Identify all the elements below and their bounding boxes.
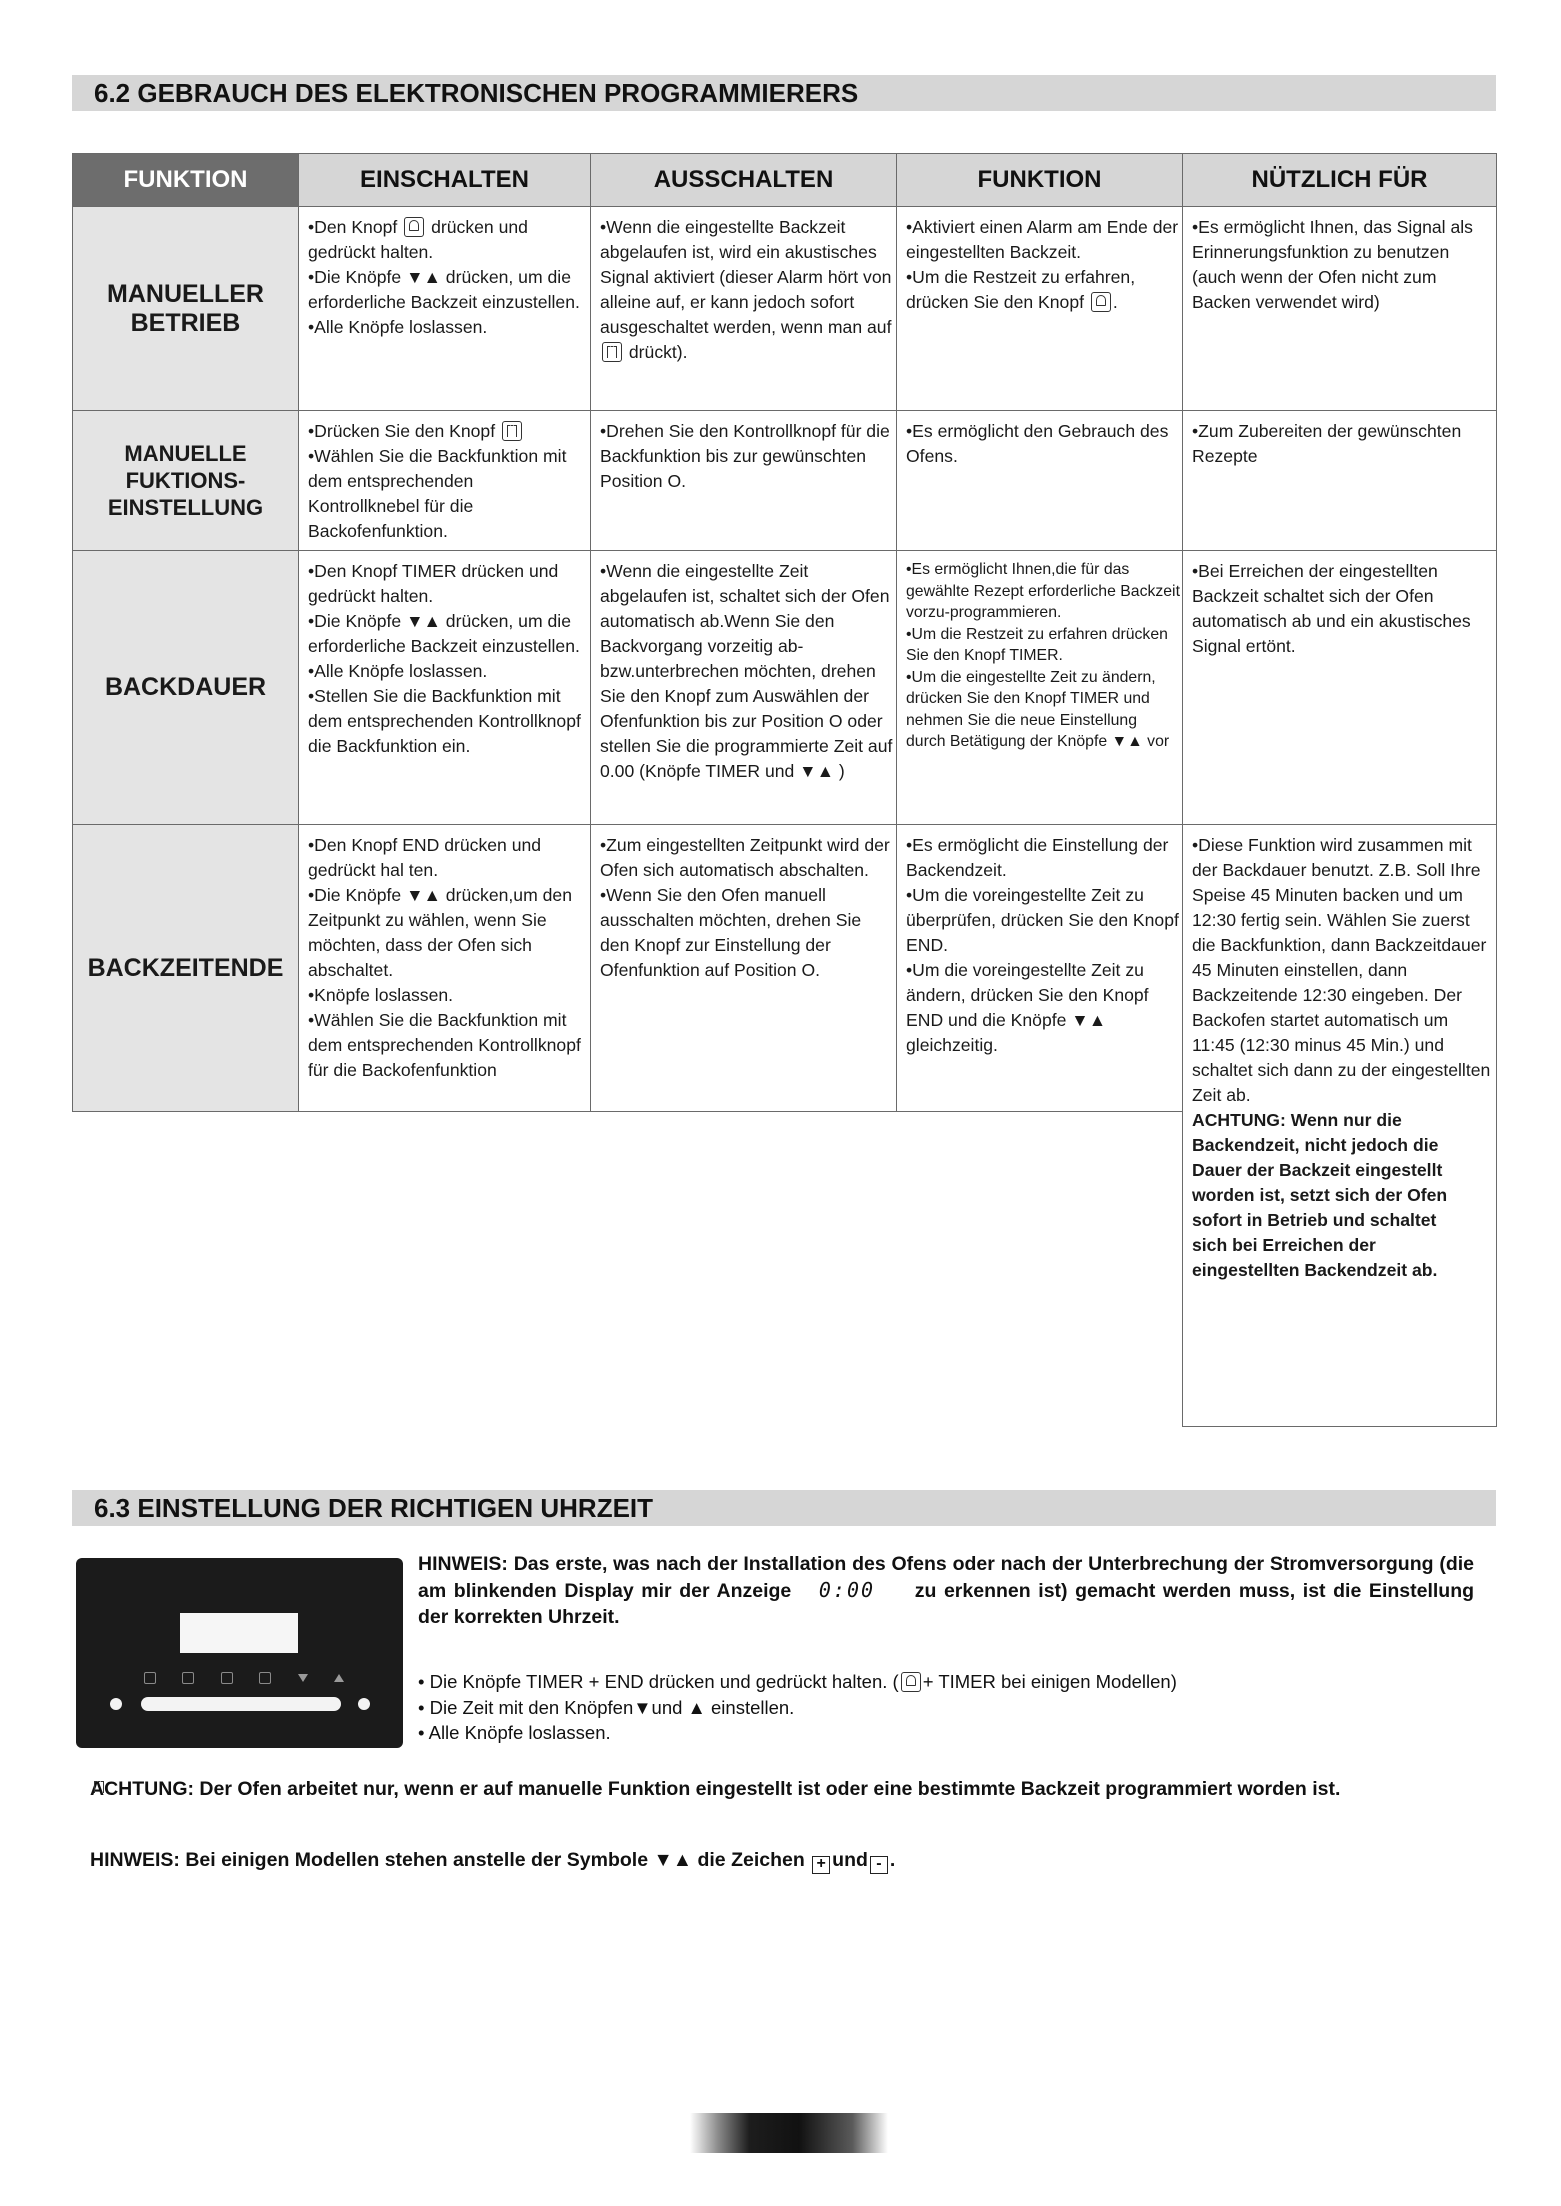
bullet-line: •Wenn die eingestellte Zeit abgelaufen ist, schaltet sich der Ofen automatisch ab.Wenn Sie den Backvorgang vorzeitig ab-bzw.unterbrechen möchten, drehen Sie den Knopf zum Auswählen der Ofenfunktion bis zur Position O oder stellen Sie die programmierte Zeit auf 0.00 (Knöpfe TIMER und ▼▲ ) [600,561,893,781]
bullet-line: •Es ermöglicht die Einstellung der Backendzeit. [906,835,1169,880]
bullet-line: •Bei Erreichen der eingestellten Backzeit schaltet sich der Ofen automatisch ab und ein akustisches Signal ertönt. [1192,561,1471,656]
plus-symbol-icon: + [812,1856,830,1874]
table-row [73,825,1497,1112]
bullet-line: •Drücken Sie den Knopf [308,419,588,444]
bullet-line: •Die Knöpfe ▼▲ drücken,um den Zeitpunkt zu wählen, wenn Sie möchten, dass der Ofen sich abschaltet. [308,885,572,980]
bullet-line: •Diese Funktion wird zusammen mit der Backdauer benutzt. Z.B. Soll Ihre Speise 45 Minuten backen und um 12:30 fertig sein. Wählen Sie zuerst die Backfunktion, dann Backzeitdauer 45 Minuten einstellen, dann Backzeitende 12:30 eingeben. Der Backofen startet automatisch um 11:45 (12:30 minus 45 Min.) und schaltet sich dann zu der eingestellten Zeit ab. [1192,835,1491,1105]
minus-symbol-icon: - [870,1856,888,1874]
header-einschalten: EINSCHALTEN [299,154,591,207]
bullet-line: •Alle Knöpfe loslassen. [308,317,488,337]
table-row [73,551,1497,825]
cell-einschalten [299,551,591,825]
hinweis-text-before: HINWEIS: Das erste, was nach der Installation des Ofens oder nach der Unterbrechung der Stromversorgung (die am blinkenden Display mir der Anzeige [418,1553,1474,1602]
bullet-line: •Wählen Sie die Backfunktion mit dem entsprechenden Kontrollknopf für die Backofenfunktion [308,1010,581,1080]
row-label: BACKZEITENDE [73,825,299,1112]
cell-nuetzlich [1183,411,1497,551]
up-arrow-icon [334,1674,344,1682]
bullet-line: •Aktiviert einen Alarm am Ende der eingestellten Backzeit. [906,217,1179,262]
section-6-2-title: 6.2 GEBRAUCH DES ELEKTRONISCHEN PROGRAMMIERERS [72,75,1496,111]
panel-dot-right [358,1698,370,1710]
end-button-icon [221,1672,233,1684]
panel-dot-left [110,1698,122,1710]
hinweis-symbols-note: HINWEIS: Bei einigen Modellen stehen anstelle der Symbole ▼▲ die Zeichen + und - . [90,1849,896,1872]
cell-funktion [897,411,1183,551]
cell-einschalten [299,825,591,1112]
bullet-line: •Um die Restzeit zu erfahren drücken Sie den Knopf TIMER. [906,625,1168,664]
bullet-line: •Wählen Sie die Backfunktion mit dem entsprechenden Kontrollknebel für die Backofenfunktion. [308,446,567,541]
cell-ausschalten [591,825,897,1112]
bell-button-icon [144,1672,156,1684]
timer-button-icon [182,1672,194,1684]
cell-nuetzlich [1183,825,1497,1427]
bullet-line: •Stellen Sie die Backfunktion mit dem entsprechenden Kontrollknopf die Backfunktion ein. [308,686,581,756]
bullet-line: •Den Knopf TIMER drücken und gedrückt halten. [308,561,559,606]
bullet-line: •Es ermöglicht den Gebrauch des Ofens. [906,421,1169,466]
cell-ausschalten [591,207,897,411]
page-number-bar [690,2113,888,2153]
bullet-line: •Alle Knöpfe loslassen. [308,661,488,681]
bell-icon [901,1672,921,1692]
clock-steps-list [418,1669,1418,1746]
oven-display [180,1613,298,1653]
achtung-note: ACHTUNG: Der Ofen arbeitet nur, wenn er auf manuelle Funktion eingestellt ist oder eine bestimmte Backzeit programmiert worden ist. [90,1778,1341,1800]
bullet-line: •Drehen Sie den Kontrollknopf für die Backfunktion bis zur gewünschten Position O. [600,421,890,491]
blinking-display-code: 0:00 [818,1578,876,1602]
bullet-line: •Die Knöpfe ▼▲ drücken, um die erforderliche Backzeit einzustellen. [308,267,580,312]
hinweis-clock [418,1551,1474,1630]
panel-button-row [144,1668,344,1688]
row-label: MANUELLER BETRIEB [73,207,299,411]
programmer-table [72,153,1497,1427]
section-6-3-title: 6.3 EINSTELLUNG DER RICHTIGEN UHRZEIT [72,1490,1496,1526]
bullet-line: • Die Zeit mit den Knöpfen▼und ▲ einstellen. [418,1695,1418,1721]
header-nuetzlich: NÜTZLICH FÜR [1183,154,1497,207]
bullet-line: •Um die voreingestellte Zeit zu überprüfen, drücken Sie den Knopf END. [906,885,1179,955]
manual-button-icon [259,1672,271,1684]
cell-funktion [897,825,1183,1112]
header-funktion-desc: FUNKTION [897,154,1183,207]
header-funktion: FUNKTION [73,154,299,207]
bullet-line: • Alle Knöpfe loslassen. [418,1720,1418,1746]
manual-mode-icon [602,342,622,362]
manual-mode-icon [502,421,522,441]
bullet-line: •Wenn Sie den Ofen manuell ausschalten möchten, drehen Sie den Knopf zur Einstellung der Ofenfunktion auf Position O. [600,885,862,980]
hinweis-text-after: zu erkennen ist) gemacht werden muss, ist die Einstellung der korrekten Uhrzeit. [418,1580,1475,1628]
nuetzlich-example [1192,833,1494,1108]
bullet-line: •Es ermöglicht Ihnen, das Signal als Erinnerungsfunktion zu benutzen (auch wenn der Ofen nicht zum Backen verwendet wird) [1192,217,1473,312]
achtung-warning: ACHTUNG: Wenn nur die Backendzeit, nicht jedoch die Dauer der Backzeit eingestellt worden ist, setzt sich der Ofen sofort in Betrieb und schaltet sich bei Erreichen der eingestellten Backendzeit ab. [1192,1110,1448,1280]
table-row [73,411,1497,551]
header-ausschalten: AUSSCHALTEN [591,154,897,207]
bullet-line: •Um die Restzeit zu erfahren, drücken Sie den Knopf . [906,267,1136,312]
table-row [73,207,1497,411]
row-label: MANUELLE FUKTIONS-EINSTELLUNG [73,411,299,551]
panel-slider-bar [141,1697,341,1711]
cell-funktion [897,207,1183,411]
bullet-line: •Wenn die eingestellte Backzeit abgelaufen ist, wird ein akustisches Signal aktiviert (dieser Alarm hört von alleine auf, er kann jedoch sofort ausgeschaltet werden, wenn man auf drückt). [600,217,892,362]
bullet-line: •Den Knopf drücken und gedrückt halten. [308,217,528,262]
oven-control-panel-illustration [76,1558,403,1748]
cell-ausschalten [591,551,897,825]
bullet-line: •Die Knöpfe ▼▲ drücken, um die erforderliche Backzeit einzustellen. [308,611,580,656]
bullet-line: •Um die eingestellte Zeit zu ändern, drücken Sie den Knopf TIMER und nehmen Sie die neue Einstellung durch Betätigung der Knöpfe ▼▲ vor [906,668,1170,750]
cell-einschalten [299,207,591,411]
bullet-line: •Zum eingestellten Zeitpunkt wird der Ofen sich automatisch abschalten. [600,835,890,880]
bullet-line: •Es ermöglicht Ihnen,die für das gewählte Rezept erforderliche Backzeit vorzu-programmieren. [906,561,1180,621]
cell-einschalten [299,411,591,551]
row-label: BACKDAUER [73,551,299,825]
down-arrow-icon [298,1674,308,1682]
bell-icon [1091,292,1111,312]
bullet-line: • Die Knöpfe TIMER + END drücken und gedrückt halten. ( + TIMER bei einigen Modellen) [418,1669,1418,1695]
cell-ausschalten [591,411,897,551]
table-header-row [73,154,1497,207]
bullet-line: •Den Knopf END drücken und gedrückt hal ten. [308,835,542,880]
bullet-line: •Zum Zubereiten der gewünschten Rezepte [1192,421,1462,466]
bell-icon [404,217,424,237]
cell-funktion [897,551,1183,825]
cell-nuetzlich [1183,207,1497,411]
bullet-line: •Knöpfe loslassen. [308,985,454,1005]
bullet-line: •Um die voreingestellte Zeit zu ändern, drücken Sie den Knopf END und die Knöpfe ▼▲ gleichzeitig. [906,960,1149,1055]
cell-nuetzlich [1183,551,1497,825]
